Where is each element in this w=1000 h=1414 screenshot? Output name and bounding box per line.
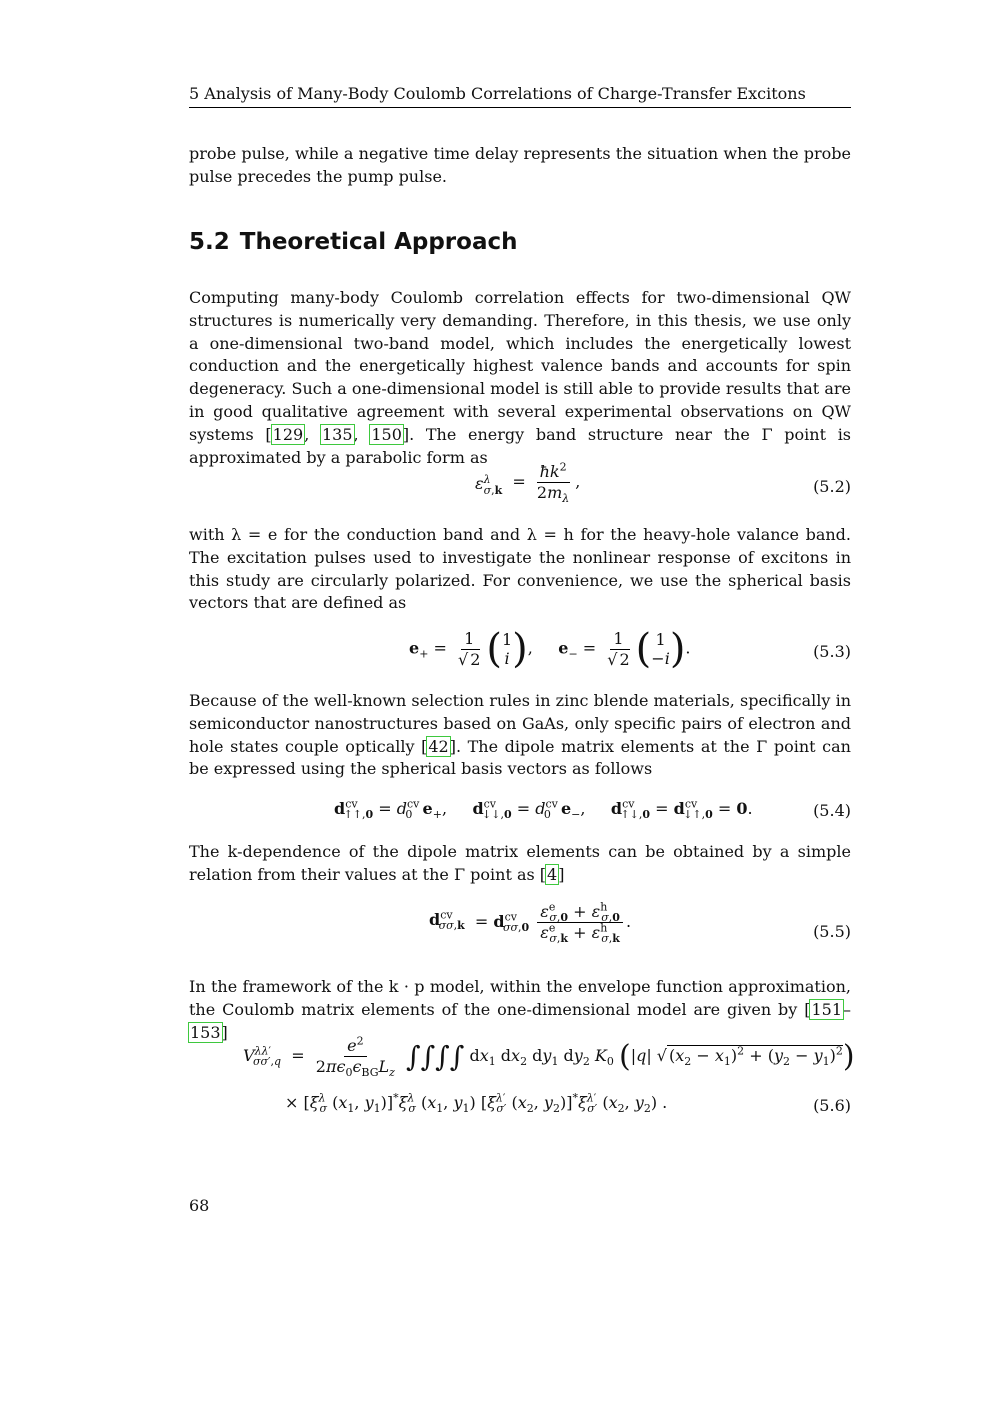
page-number: 68 [189, 1196, 210, 1215]
equation-body: $d^{cv}_{↑↑,0} = d^{cv}_0$ $e_+$, $d^{cv}_{↓↓,0} = d^{cv}_0$ $e_-$, $d^{cv}_{↑↓,0} = d^{cv}_{↓↑,0} = 0$. [334, 797, 753, 822]
equation-5-4 [189, 799, 851, 829]
equation-5-5 [189, 902, 851, 962]
equation-body-line-2: × [$\xi^\lambda_\sigma$ ($x_1$, $y_1)]^*\xi^\lambda_\sigma$ ($x_1$, $y_1$) [$\xi^{\lambda'}_{\sigma'}$ ($x_2$, $y_2)]^*\xi^{\lambda'}_{\sigma'}$ ($x_2$, $y_2$) . [285, 1091, 668, 1116]
paragraph-text: ]. The energy band structure near the Γ point is approximated by a parabolic form as [189, 424, 852, 467]
equation-5-6 [189, 1034, 855, 1122]
paragraph-lambda: with λ = e for the conduction band and λ = h for the heavy-hole valance band. The excitation pulses used to investigate the nonlinear response of excitons in this study are circularly polarized. For convenience, we use the spherical basis vectors that are defined as [189, 525, 851, 613]
paragraph-theoretical-approach: Computing many-body Coulomb correlation effects for two-dimensional QW structures is numerically very demanding. Therefore, in this thesis, we use only a one-dimensional two-band model, which includes the energetically lowest conduction and the energetically highest valence bands and accounts for spin degeneracy. Such a one-dimensional model is still able to provide results that are in good qualitative agreement with several experimental observations on QW systems [129, 135, 150]. The energy band structure near the Γ point is approximated by a parabolic form as [189, 288, 852, 467]
paragraph-kp-model [189, 976, 851, 1044]
paragraph-text: ] [221, 1022, 228, 1042]
running-header: 5 Analysis of Many-Body Coulomb Correlations of Charge-Transfer Excitons [189, 83, 851, 108]
citation-link[interactable]: 129 [272, 424, 304, 444]
equation-number: (5.2) [813, 477, 851, 496]
paragraph-text: In the framework of the k · p model, within the envelope function approximation, the Coulomb matrix elements of the one-dimensional model are given by [ [189, 977, 851, 1019]
equation-body: ε λ σ,k = $\frac{ħk^2}{2m_\lambda}$ , [475, 460, 581, 506]
citation-link[interactable]: 150 [371, 424, 402, 444]
section-heading [189, 229, 517, 255]
paragraph-text: The k-dependence of the dipole matrix elements can be obtained by a simple relation from their values at the Γ point as [ [189, 842, 851, 884]
paragraph-probe-pulse: probe pulse, while a negative time delay represents the situation when the probe pulse precedes the pump pulse. [189, 144, 851, 186]
citation-link[interactable]: 135 [322, 424, 353, 444]
citation-link[interactable]: 153 [190, 1022, 221, 1042]
paragraph-text: ] [558, 864, 565, 884]
citation-link[interactable]: 151 [811, 999, 842, 1019]
equation-number: (5.3) [813, 642, 851, 661]
equation-number: (5.5) [813, 922, 851, 941]
paragraph-selection-rules [189, 690, 851, 781]
paragraph-text: Because of the well-known selection rules in zinc blende materials, specifically in semiconductor nanostructures based on GaAs, only specific pairs of electron and hole states couple optically [ [189, 691, 851, 756]
equation-5-3 [189, 624, 851, 680]
section-title: Theoretical Approach [239, 229, 518, 255]
equation-number: (5.6) [813, 1096, 851, 1115]
equation-body-line-1: $V^{\lambda\lambda'}_{\sigma\sigma',q}$ = $\frac{e^2}{2\pi\epsilon_0\epsilon_{BG}L_z}$ ∫∫∫∫ $dx_1$ $dx_2$ $dy_1$ $dy_2$ $K_0$ (|q| √ $(x_2 - x_1)^2 + (y_2 - y_1)^2$) [243, 1034, 855, 1080]
paragraph-text: Computing many-body Coulomb correlation effects for two-dimensional QW structures is numerically very demanding. Therefore, in this thesis, we use only a one-dimensional two-band model, which includes the energetically lowest conduction and the energetically highest valence bands and accounts for spin degeneracy. Such a one-dimensional model is still able to provide results that are in good qualitative agreement with several experimental observations on QW systems [ [189, 288, 851, 444]
citation-link[interactable]: 4 [547, 864, 558, 884]
equation-body: $e_+$ = $\frac{1}{√ 2}$ ( 1 i ), $e_-$ = $\frac{1}{√ 2}$ ( 1 −i ). [409, 626, 691, 672]
equation-5-2 [189, 462, 851, 512]
section-number: 5.2 [189, 229, 230, 255]
citation-separator: – [843, 999, 851, 1019]
paragraph-text: ]. The dipole matrix elements at the Γ point can be expressed using the spherical basis vectors as follows [189, 736, 851, 779]
citation-link[interactable]: 42 [428, 736, 449, 756]
paragraph-k-dependence [189, 841, 851, 887]
equation-number: (5.4) [813, 801, 851, 820]
equation-body: $d^{cv}_{\sigma\sigma,k} = d^{cv}_{\sigma\sigma,0}$ $\frac{\varepsilon^e_{\sigma,0} + \varepsilon^h_{\sigma,0}}{\varepsilon^e_{\sigma,k} + \varepsilon^h_{\sigma,k}}$ . [429, 900, 632, 946]
